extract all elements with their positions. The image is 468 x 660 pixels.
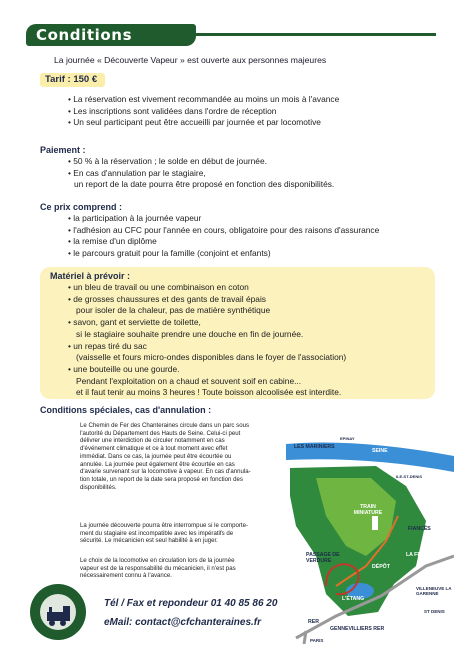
- text-line: disponibilités.: [80, 483, 117, 491]
- tarif-badge: [40, 73, 105, 87]
- list-item: • En cas d'annulation par le stagiaire,: [68, 167, 206, 178]
- list-item: • 50 % à la réservation ; le solde en début de journée.: [68, 156, 267, 166]
- text-line: annulée. La journée peut également être écourtée en cas: [80, 460, 235, 468]
- tarif-label: Tarif : 150 €: [45, 74, 98, 85]
- list-item: Pendant l'exploitation on a chaud et souvent soif en cabine...: [76, 375, 302, 386]
- list-item: • la remise d'un diplôme: [68, 236, 157, 247]
- list-item: si le stagiaire souhaite prendre une douche en fin de journée.: [76, 328, 304, 339]
- map-label-ile: ILE-ST-DENIS: [396, 474, 423, 479]
- map-label-gennevilliers: GENNEVILLIERS RER: [330, 626, 385, 632]
- list-item: • Un seul participant peut être accueilli par journée et par locomotive: [68, 117, 321, 128]
- map-label-passage: PASSAGE DE VERDURE: [306, 552, 340, 564]
- list-item: • Les inscriptions sont validées dans l'ordre de réception: [68, 105, 277, 116]
- map-label-stdenis: ST DENIS: [424, 609, 445, 614]
- materiel-heading: Matériel à prévoir :: [50, 271, 131, 281]
- list-item: • la participation à la journée vapeur: [68, 213, 202, 223]
- text-line: tion totale, un report de la date sera proposé en fonction des: [80, 475, 243, 483]
- list-item: pour isoler de la chaleur, pas de matière synthétique: [76, 305, 271, 316]
- text-line: sécurité. Le mécanicien est seul habilité à en juger.: [80, 537, 218, 545]
- speciales-paragraph-2: [80, 522, 280, 545]
- prix-heading: Ce prix comprend :: [40, 202, 123, 212]
- page-title: Conditions: [36, 26, 133, 44]
- text-line: vapeur est de la responsabilité du mécanicien, il n'est pas: [80, 564, 236, 572]
- text-line: ment du stagiaire est incompatible avec les impératifs de: [80, 529, 234, 537]
- list-item: (vaisselle et fours micro-ondes disponibles dans le foyer de l'association): [76, 352, 347, 363]
- paiement-list: [68, 156, 334, 191]
- list-item: • savon, gant et serviette de toilette,: [68, 317, 201, 328]
- map-label-paris: PARIS: [310, 638, 324, 643]
- text-line: La journée découverte pourra être interrompue si le comporte-: [80, 522, 249, 529]
- text-line: délivrer une interdiction de circuler notamment en cas: [80, 437, 225, 445]
- list-item: • de grosses chaussures et des gants de travail épais: [68, 293, 266, 304]
- list-item: • La réservation est vivement recommandée au moins un mois à l'avance: [68, 94, 340, 104]
- map-label-seine: SEINE: [372, 448, 388, 454]
- speciales-paragraph-1: [80, 422, 280, 491]
- map-label-villeneuve: VILLENEUVE LA GARENNE: [416, 586, 452, 596]
- list-item: • un bleu de travail ou une combinaison en coton: [68, 282, 249, 292]
- list-item: • l'adhésion au CFC pour l'année en cours, obligatoire pour des raisons d'assurance: [68, 224, 380, 235]
- map-label-depot: DÉPÔT: [372, 564, 390, 570]
- text-line: d'avarie survenant sur la locomotive à vapeur. En cas d'annula-: [80, 468, 251, 476]
- text-line: Le choix de la locomotive en circulation lors de la journée: [80, 557, 235, 564]
- text-line: Le Chemin de Fer des Chanteraines circule dans un parc sous: [80, 422, 250, 429]
- list-item: • un repas tiré du sac: [68, 340, 147, 351]
- map-label-ferme: LA FERME: [406, 552, 433, 558]
- map-label-mariniers: LES MARINIERS: [294, 444, 335, 450]
- contact-email[interactable]: eMail: contact@cfchanteraines.fr: [104, 617, 262, 628]
- materiel-list: [68, 282, 346, 399]
- title-rule: [196, 33, 436, 36]
- list-item: un report de la date pourra être proposé en fonction des disponibilités.: [74, 179, 335, 190]
- list-item: et il faut tenir au moins 3 heures ! Toute boisson alcoolisée est interdite.: [76, 387, 342, 398]
- speciales-paragraph-3: [80, 557, 280, 580]
- map-label-fiances: FIANCÉS: [408, 526, 431, 532]
- map-label-epinay: EPINAY: [340, 436, 355, 441]
- contact-phone: Tél / Fax et repondeur 01 40 85 86 20: [104, 598, 278, 609]
- map-label-etang: L'ÉTANG: [342, 596, 365, 602]
- text-line: d'événement climatique et ce à tout moment avec effet: [80, 445, 228, 453]
- prix-list: [68, 213, 379, 260]
- locomotive-icon: [30, 584, 86, 640]
- paiement-heading: Paiement :: [40, 145, 86, 155]
- list-item: • une bouteille ou une gourde.: [68, 363, 180, 374]
- road: [304, 631, 306, 644]
- section-title-bar: [26, 24, 196, 46]
- tarif-list: [68, 94, 339, 129]
- map-label-train: TRAIN MINIATURE: [353, 504, 383, 516]
- intro-text: La journée « Découverte Vapeur » est ouverte aux personnes majeures: [54, 55, 327, 65]
- speciales-heading: Conditions spéciales, cas d'annulation :: [40, 405, 212, 415]
- cfc-logo: [30, 584, 86, 640]
- train-miniature-marker: [372, 516, 378, 530]
- park-map: [286, 416, 454, 644]
- text-line: l'autorité du Département des Hauts de Seine. Celui-ci peut: [80, 429, 241, 437]
- text-line: immédiat. Dans ce cas, la journée peut être écourtée ou: [80, 452, 232, 460]
- map-label-rer: RER: [308, 619, 319, 625]
- text-line: nécessairement connu à l'avance.: [80, 572, 172, 580]
- list-item: • le parcours gratuit pour la famille (conjoint et enfants): [68, 248, 271, 259]
